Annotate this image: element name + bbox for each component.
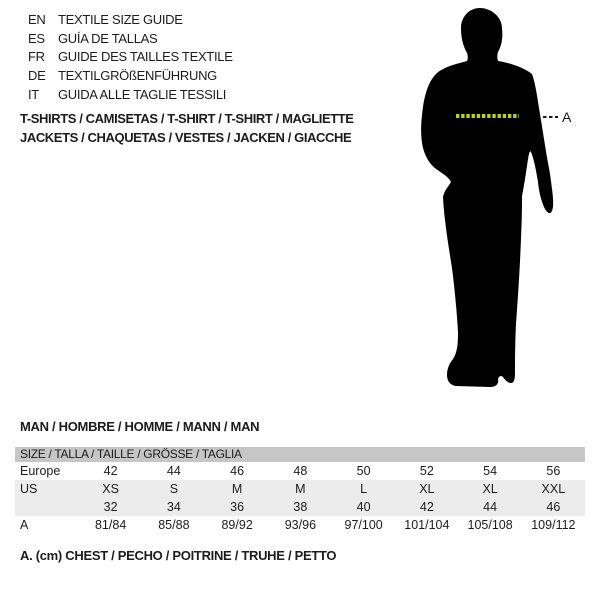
language-code: IT xyxy=(28,86,39,102)
language-row-es xyxy=(28,30,233,49)
table-row-us xyxy=(15,480,585,498)
size-cell: S xyxy=(169,482,179,496)
size-cell: 48 xyxy=(293,464,308,478)
size-cell: L xyxy=(360,482,368,496)
measurement-footnote: A. (cm) CHEST / PECHO / POITRINE / TRUHE / PETTO xyxy=(20,548,337,563)
size-cell: 50 xyxy=(356,464,371,478)
size-cell: 85/88 xyxy=(158,518,190,532)
language-code: ES xyxy=(28,30,45,46)
size-cell: 81/84 xyxy=(94,518,127,532)
size-cell: XS xyxy=(102,482,119,496)
size-cell: 46 xyxy=(546,500,561,514)
row-label xyxy=(15,498,79,516)
language-row-fr xyxy=(28,48,233,67)
size-cell: 38 xyxy=(293,500,308,514)
size-cell: XXL xyxy=(541,482,566,496)
size-cell: 101/104 xyxy=(404,518,450,532)
language-row-en xyxy=(28,11,233,30)
size-cell: 109/112 xyxy=(531,518,576,532)
size-cell: 56 xyxy=(546,464,561,478)
size-cell: XL xyxy=(419,482,435,496)
size-cell: 42 xyxy=(419,500,434,514)
man-silhouette-shape xyxy=(421,8,553,387)
language-code: EN xyxy=(28,12,46,27)
size-cell: 34 xyxy=(166,500,181,514)
language-label: GUIDA ALLE TAGLIE TESSILI xyxy=(58,86,227,102)
language-row-de xyxy=(28,67,233,86)
size-cell: 93/96 xyxy=(284,518,317,532)
language-label: TEXTILE SIZE GUIDE xyxy=(58,12,183,27)
size-cell: 44 xyxy=(483,500,498,514)
section-title: MAN / HOMBRE / HOMME / MANN / MAN xyxy=(20,419,260,434)
language-code: DE xyxy=(28,68,46,84)
language-label: GUÍA DE TALLAS xyxy=(58,30,158,46)
size-cell: M xyxy=(295,482,306,496)
size-cell: M xyxy=(231,482,243,496)
category-line-jackets: JACKETS / CHAQUETAS / VESTES / JACKEN / GIACCHE xyxy=(20,130,352,145)
size-cell: 36 xyxy=(230,500,245,514)
size-cell: 97/100 xyxy=(344,518,383,532)
man-silhouette xyxy=(418,5,578,395)
row-label: US xyxy=(20,482,38,496)
category-line-tshirts: T-SHIRTS / CAMISETAS / T-SHIRT / T-SHIRT / MAGLIETTE xyxy=(20,111,354,126)
size-cell: 42 xyxy=(103,464,118,478)
language-code: FR xyxy=(28,49,45,65)
measure-label-a: A xyxy=(562,109,572,125)
size-table xyxy=(15,447,585,534)
row-label: Europe xyxy=(20,464,61,478)
size-cell: 54 xyxy=(483,464,498,478)
language-list xyxy=(28,11,233,105)
size-table-header: SIZE / TALLA / TAILLE / GRÖSSE / TAGLIA xyxy=(15,447,585,462)
size-cell: XL xyxy=(482,482,498,496)
size-cell: 89/92 xyxy=(221,518,253,532)
language-label: TEXTILGRÖßENFÜHRUNG xyxy=(58,68,217,84)
language-label: GUIDE DES TAILLES TEXTILE xyxy=(58,49,233,65)
language-row-it xyxy=(28,86,233,105)
table-row-chest-a xyxy=(15,516,585,534)
size-cell: 105/108 xyxy=(467,518,513,532)
table-row-alt xyxy=(15,498,585,516)
table-row-europe xyxy=(15,462,585,480)
size-cell: 40 xyxy=(356,500,371,514)
row-label: A xyxy=(20,518,29,532)
size-cell: 52 xyxy=(419,464,434,478)
size-cell: 46 xyxy=(230,464,245,478)
size-cell: 44 xyxy=(166,464,181,478)
category-lines xyxy=(20,109,354,147)
size-cell: 32 xyxy=(103,500,118,514)
